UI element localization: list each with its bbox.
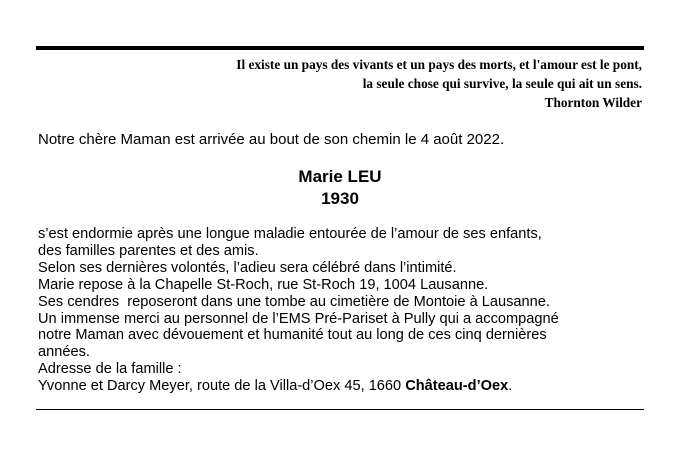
address-town: Château-d’Oex [405, 378, 509, 395]
body-line: s’est endormie après une longue maladie entourée de l’amour de ses enfants, [38, 226, 542, 242]
body-line: des familles parentes et des amis. [38, 242, 259, 259]
body-line: Adresse de la famille : [38, 361, 182, 378]
body-line: Marie repose à la Chapelle St-Roch, rue St-Roch 19, 1004 Lausanne. [38, 276, 489, 293]
body-line: Un immense merci au personnel de l’EMS Pré-Pariset à Pully qui a accompagné [38, 310, 559, 327]
epigraph-quote [236, 55, 642, 112]
family-address [38, 378, 559, 395]
quote-author: Thornton Wilder [544, 95, 642, 110]
body-line: notre Maman avec dévouement et humanité tout au long de ces cinq dernières [38, 327, 547, 344]
top-rule [36, 46, 644, 50]
bottom-rule [36, 409, 644, 410]
body-line: Selon ses dernières volontés, l’adieu sera célébré dans l’intimité. [38, 259, 457, 276]
address-text: Yvonne et Darcy Meyer, route de la Villa-d’Oex 45, 1660 [38, 378, 406, 395]
intro-sentence: Notre chère Maman est arrivée au bout de son chemin le 4 août 2022. [38, 131, 505, 148]
birth-year: 1930 [321, 189, 359, 208]
quote-line-1: Il existe un pays des vivants et un pays des morts, et l'amour est le pont, [236, 57, 642, 72]
deceased-name: Marie LEU [298, 167, 382, 186]
announcement-body [38, 226, 559, 395]
body-line: années. [38, 344, 90, 361]
body-line: Ses cendres reposeront dans une tombe au cimetière de Montoie à Lausanne. [38, 293, 550, 310]
quote-line-2: la seule chose qui survive, la seule qui ait un sens. [362, 76, 642, 91]
address-end: . [508, 378, 513, 395]
